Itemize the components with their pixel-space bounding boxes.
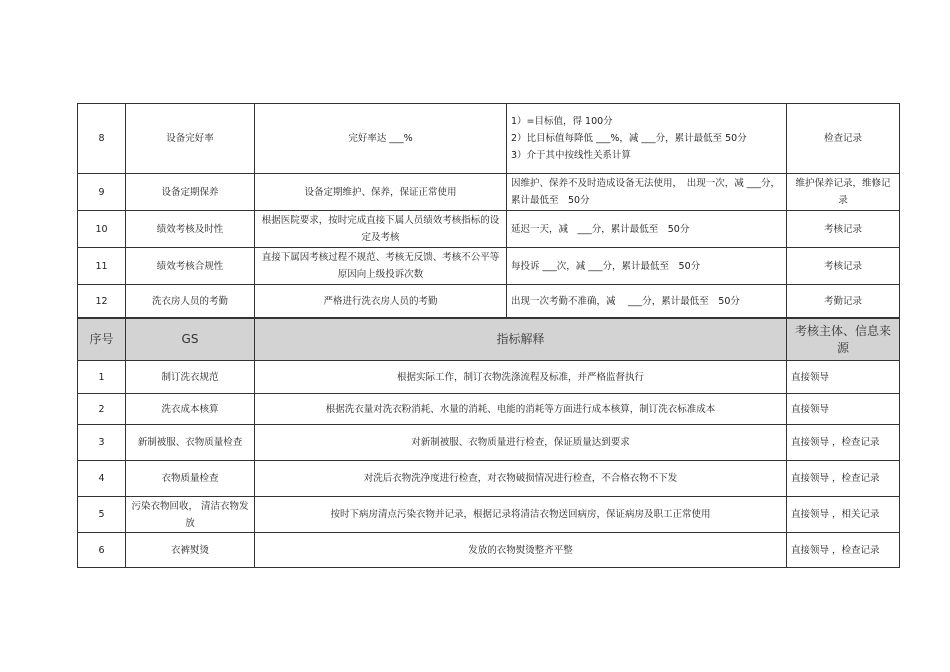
- row-number: 11: [78, 248, 126, 285]
- header-gs: GS: [126, 319, 255, 361]
- header-number: 序号: [78, 319, 126, 361]
- scoring-rule: 出现一次考勤不准确，减 ___分，累计最低至 50分: [507, 285, 787, 318]
- table-header-row: [78, 319, 900, 361]
- header-source: 考核主体、信息来源: [787, 319, 900, 361]
- table-row: [78, 497, 900, 533]
- table-row: [78, 211, 900, 248]
- gs-name: 污染衣物回收， 清洁衣物发放: [126, 497, 255, 533]
- table-row: [78, 285, 900, 318]
- table-row: [78, 104, 900, 174]
- row-number: 1: [78, 361, 126, 394]
- gs-name: 制订洗衣规范: [126, 361, 255, 394]
- scoring-rule: 每投诉 ___次，减 ___分，累计最低至 50分: [507, 248, 787, 285]
- scoring-line: 3）介于其中按线性关系计算: [511, 150, 632, 161]
- indicator-criteria: 设备定期维护、保养，保证正常使用: [255, 174, 507, 211]
- scoring-rule: 因维护、保养不及时造成设备无法使用， 出现一次，减 ___分，累计最低至 50分: [507, 174, 787, 211]
- record-source: 考核记录: [787, 248, 900, 285]
- header-explanation: 指标解释: [255, 319, 787, 361]
- indicator-name: 设备完好率: [126, 104, 255, 174]
- table-row: [78, 248, 900, 285]
- row-number: 9: [78, 174, 126, 211]
- gs-name: 衣裤熨烫: [126, 533, 255, 568]
- gs-explanation: 对新制被服、衣物质量进行检查，保证质量达到要求: [255, 425, 787, 461]
- table-row: [78, 174, 900, 211]
- row-number: 10: [78, 211, 126, 248]
- gs-name: 洗衣成本核算: [126, 394, 255, 425]
- scoring-rule: [507, 104, 787, 174]
- assessor-source: 直接领导 ，检查记录: [787, 425, 900, 461]
- indicator-name: 绩效考核合规性: [126, 248, 255, 285]
- gs-explanation: 对洗后衣物洗净度进行检查，对衣物破损情况进行检查，不合格衣物不下发: [255, 461, 787, 497]
- scoring-rule: 延迟一天，减 ___分，累计最低至 50分: [507, 211, 787, 248]
- row-number: 3: [78, 425, 126, 461]
- record-source: 检查记录: [787, 104, 900, 174]
- gs-explanation: 根据洗衣量对洗衣粉消耗、水量的消耗、电能的消耗等方面进行成本核算，制订洗衣标准成本: [255, 394, 787, 425]
- indicator-criteria: 完好率达 ___%: [255, 104, 507, 174]
- record-source: 考勤记录: [787, 285, 900, 318]
- table-row: [78, 533, 900, 568]
- assessor-source: 直接领导 ，检查记录: [787, 461, 900, 497]
- gs-indicator-table: [77, 318, 900, 568]
- table-row: [78, 394, 900, 425]
- scoring-line: 2）比目标值每降低 ___%，减 ___分，累计最低至 50分: [511, 133, 747, 144]
- assessor-source: 直接领导 ，相关记录: [787, 497, 900, 533]
- row-number: 5: [78, 497, 126, 533]
- gs-name: 新制被服、衣物质量检查: [126, 425, 255, 461]
- indicator-criteria: 根据医院要求，按时完成直接下属人员绩效考核指标的设定及考核: [255, 211, 507, 248]
- gs-explanation: 发放的衣物熨烫整齐平整: [255, 533, 787, 568]
- indicator-criteria: 严格进行洗衣房人员的考勤: [255, 285, 507, 318]
- gs-explanation: 按时下病房清点污染衣物并记录，根据记录将清洁衣物送回病房，保证病房及职工正常使用: [255, 497, 787, 533]
- assessor-source: 直接领导 ，检查记录: [787, 533, 900, 568]
- row-number: 6: [78, 533, 126, 568]
- record-source: 考核记录: [787, 211, 900, 248]
- assessment-table-upper: [77, 103, 900, 318]
- table-row: [78, 425, 900, 461]
- record-source: 维护保养记录，维修记录: [787, 174, 900, 211]
- row-number: 2: [78, 394, 126, 425]
- indicator-name: 洗衣房人员的考勤: [126, 285, 255, 318]
- indicator-name: 绩效考核及时性: [126, 211, 255, 248]
- assessor-source: 直接领导: [787, 361, 900, 394]
- indicator-criteria: 直接下属因考核过程不规范、考核无反馈、考核不公平等原因向上级投诉次数: [255, 248, 507, 285]
- row-number: 12: [78, 285, 126, 318]
- indicator-name: 设备定期保养: [126, 174, 255, 211]
- row-number: 4: [78, 461, 126, 497]
- table-row: [78, 361, 900, 394]
- row-number: 8: [78, 104, 126, 174]
- table-row: [78, 461, 900, 497]
- gs-name: 衣物质量检查: [126, 461, 255, 497]
- gs-explanation: 根据实际工作，制订衣物洗涤流程及标准，并严格监督执行: [255, 361, 787, 394]
- assessor-source: 直接领导: [787, 394, 900, 425]
- scoring-line: 1）=目标值，得 100分: [511, 116, 613, 127]
